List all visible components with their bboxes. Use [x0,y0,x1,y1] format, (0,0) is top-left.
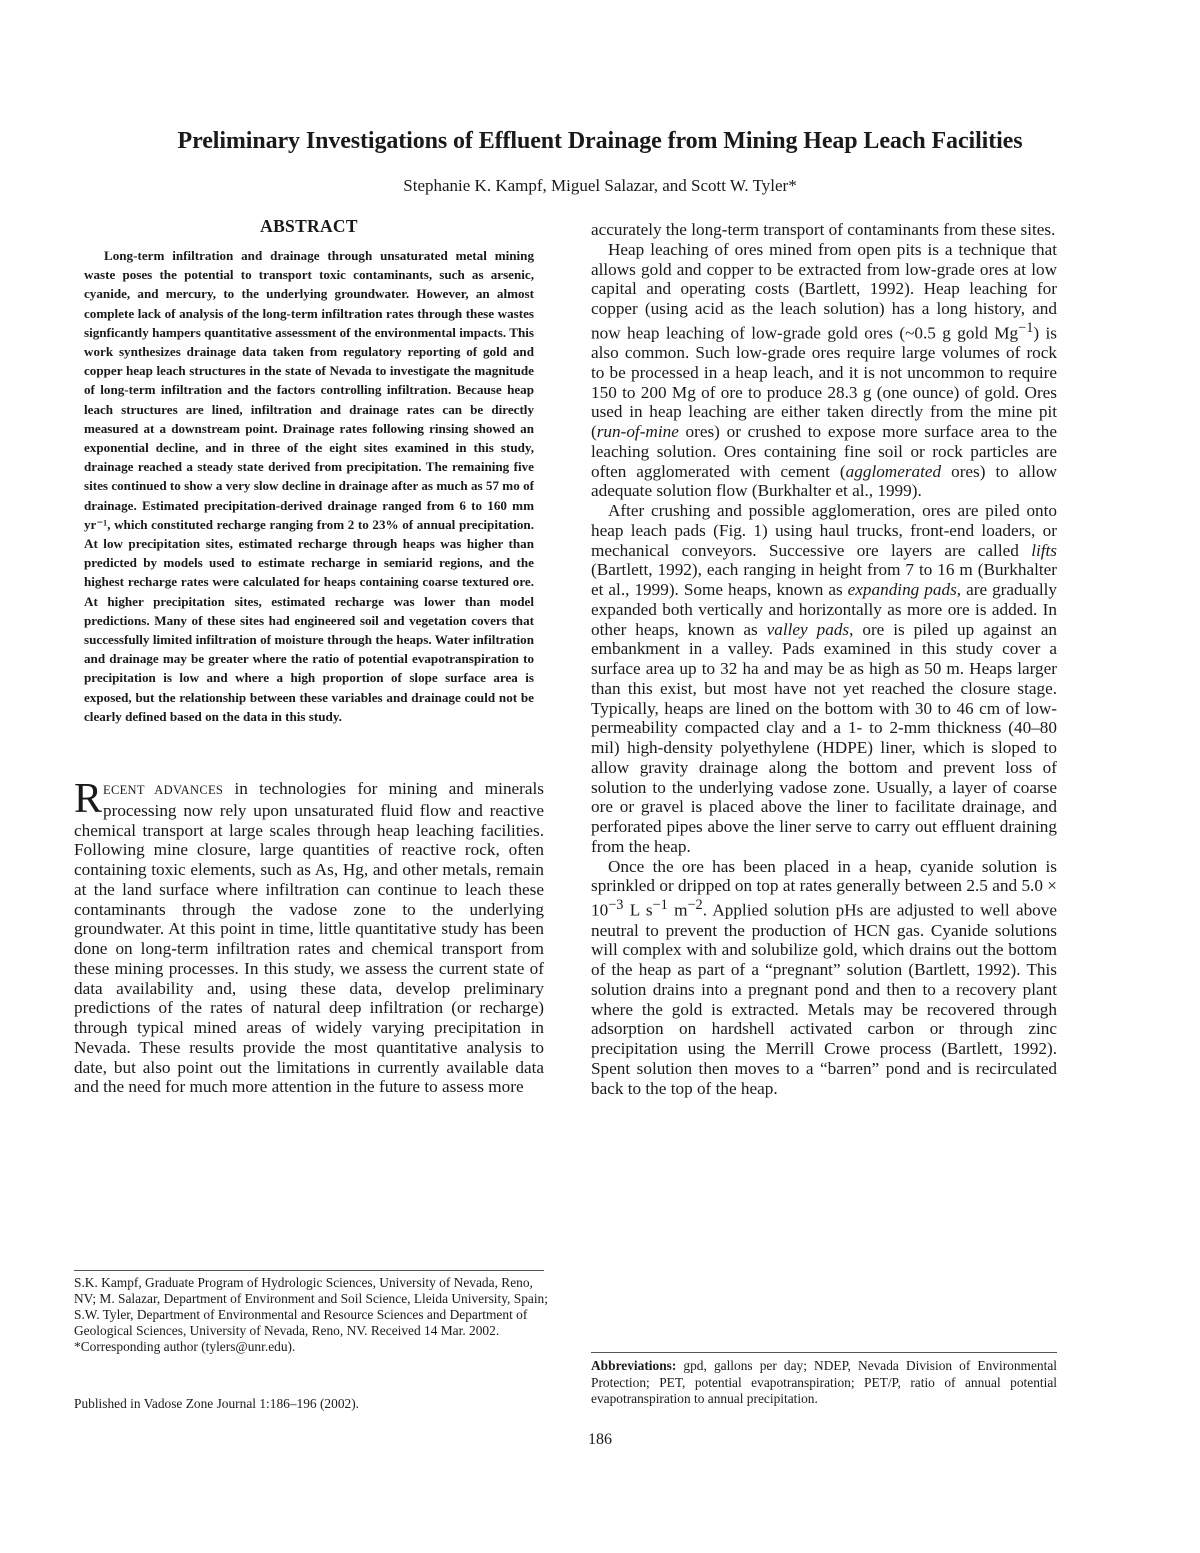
text-run: , ore is piled up against an embankment in a valley. Pads examined in this study cover a surface area up to 32 ha and may be as high as 50 m. Heaps larger than this exist, but most have not yet reached the closure stage. Typically, heaps are lined on the bottom with 30 to 46 cm of low-permeability compacted clay and a 1- to 2-mm thickness (40–80 mil) high-density polyethylene (HDPE) liner, which is sloped to allow gravity drainage along the bottom and prevent loss of solution to the underlying vadose zone. Usually, a layer of coarse ore or gravel is placed above the liner to facilitate drainage, and perforated pipes above the liner serve to carry out effluent draining from the heap. [591,619,1057,856]
text-run: ores) to allow adequate solution flow (Burkhalter et al., 1999). [591,461,1057,501]
superscript: −2 [687,897,703,914]
italic-term: expanding pads [847,580,957,600]
superscript: −3 [608,897,624,914]
abbreviations-footnote [591,1358,1057,1408]
introduction-paragraph [74,776,544,1097]
left-column [74,216,544,1097]
paragraph-continuation: accurately the long-term transport of contaminants from these sites. [591,220,1056,239]
right-column [591,220,1057,1098]
abbreviations-label: Abbreviations: [591,1358,677,1373]
text-run: , are gradually expanded both vertically and horizontally as more ore is added. In other heaps, known as [591,580,1057,639]
text-run: m [667,900,688,920]
author-list: Stephanie K. Kampf, Miguel Salazar, and Scott W. Tyler* [403,176,797,195]
superscript: −1 [652,897,668,914]
abstract-text: Long-term infiltration and drainage through unsaturated metal mining waste poses the potential to transport toxic contaminants, such as arsenic, cyanide, and mercury, to the underlying groundwater. However, an almost complete lack of analysis of the long-term infiltration rates through these wastes signficantly hampers quantitative assessment of the environmental impacts. This work synthesizes drainage data taken from regulatory reporting of gold and copper heap leach structures in the state of Nevada to investigate the magnitude of long-term infiltration and the factors controlling infiltration. Because heap leach structures are lined, infiltration and drainage rates can be directly measured at a downstream point. Drainage rates following rinsing showed an exponential decline, and in three of the eight sites examined in this study, drainage reached a steady state derived from precipitation. The remaining five sites continued to show a very slow decline in drainage after as much as 57 mo of drainage. Estimated precipitation-derived drainage ranged from 6 to 160 mm yr⁻¹, which constituted recharge ranging from 2 to 23% of annual precipitation. At low precipitation sites, estimated recharge through heaps was higher than predicted by models used to estimate recharge in semiarid regions, and the highest recharge rates were calculated for heaps containing coarse textured ore. At higher precipitation sites, estimated recharge was lower than model predictions. Many of these sites had engineered soil and vegetation covers that successfully limited infiltration of moisture through the heaps. Water infiltration and drainage may be greater where the ratio of potential evapotranspiration to precipitation is low and where a high proportion of slope surface area is exposed, but the relationship between these variables and drainage could not be clearly defined based on the data in this study. [84,248,534,724]
text-run: Heap leaching of ores mined from open pits is a technique that allows gold and copper to be extracted from low-grade ores at low capital and operating costs (Bartlett, 1992). Heap leaching for copper (using acid as the leach solution) has a long history, and now heap leaching of low-grade gold ores (~0.5 g gold Mg [591,239,1057,343]
author-affiliations [74,1275,554,1355]
publication-info: Published in Vadose Zone Journal 1:186–196 (2002). [74,1396,360,1411]
paragraph-cyanide [591,857,1057,1099]
text-run: ) is also common. Such low-grade ores require large volumes of rock to be processed in a heap leach, and it is not uncommon to require 150 to 200 Mg of ore to produce 28.3 g (one ounce) of gold. Ores used in heap leaching are either taken directly from the mine pit ( [591,323,1057,442]
text-run: (Bartlett, 1992), each ranging in height from 7 to 16 m (Burkhalter et al., 1999). Some heaps, known as [591,560,1057,600]
italic-term: valley pads [766,619,850,639]
italic-term: lifts [1031,540,1057,560]
affiliation-text: S.K. Kampf, Graduate Program of Hydrologic Sciences, University of Nevada, Reno, NV; M. Salazar, Department of Environment and Soil Science, Lleida University, Spain; S.W. Tyler, Department of Environmental and Resource Sciences and Department of Geological Sciences, University of Nevada, Reno, NV. Received 14 Mar. 2002. [74,1275,548,1338]
text-run: Once the ore has been placed in a heap, cyanide solution is sprinkled or dripped on top at rates generally between 2.5 and 5.0 × 10 [591,856,1057,920]
abbreviations-text: gpd, gallons per day; NDEP, Nevada Division of Environmental Protection; PET, potential evapotranspiration; PET/P, ratio of annual potential evapotranspiration to annual precipitation. [591,1358,1057,1406]
paragraph-agglomeration [591,501,1057,857]
italic-term: run-of-mine [596,422,679,442]
abstract-heading: ABSTRACT [260,216,358,236]
italic-term: agglomerated [845,461,942,481]
paper-title: Preliminary Investigations of Effluent Drainage from Mining Heap Leach Facilities [177,128,1023,154]
text-run: . Applied solution pHs are adjusted to well above neutral to prevent the production of HCN gas. Cyanide solutions will complex with and solubilize gold, which drains out the bottom of the heap as part of a “pregnant” solution (Bartlett, 1992). This solution drains into a pregnant pond and then to a recovery plant where the gold is extracted. Metals may be recovered through adsorption on hardshell activated carbon or through zinc precipitation using the Merrill Crowe process (Bartlett, 1992). Spent solution then moves to a “barren” pond and is recirculated back to the top of the heap. [591,900,1057,1098]
paragraph-heap-leaching [591,240,1057,501]
abbreviations-rule [591,1352,1057,1353]
superscript: −1 [1018,319,1034,336]
footnote-rule [74,1270,544,1271]
intro-text: in technologies for mining and minerals processing now rely upon unsaturated fluid flow and reactive chemical transport at large scales through heap leaching facilities. Following mine closure, large quantities of reactive rock, often containing toxic elements, such as As, Hg, and other metals, remain at the land surface where infiltration can continue to leach these contaminants through the vadose zone to the underlying groundwater. At this point in time, little quantitative study has been done on long-term infiltration rates and chemical transport from these mining processes. In this study, we assess the current state of data availability and, using these data, develop preliminary predictions of the rates of natural deep infiltration (or recharge) through typical mined areas of widely varying precipitation in Nevada. These results provide the most quantitative analysis to date, but also point out the limitations in currently available data and the need for much more attention in the future to assess more [74,779,544,1097]
text-run: ores) or crushed to expose more surface area to the leaching solution. Ores containing fine soil or rock particles are often agglomerated with cement ( [591,422,1057,481]
text-run: L s [623,900,653,920]
intro-smallcaps: ECENT ADVANCES [103,783,224,798]
corresponding-author: *Corresponding author (tylers@unr.edu). [74,1339,296,1354]
drop-cap: R [74,776,103,823]
text-run: After crushing and possible agglomeration, ores are piled onto heap leach pads (Fig. 1) using haul trucks, front-end loaders, or mechanical conveyors. Successive ore layers are called [591,501,1057,560]
page-number: 186 [588,1431,612,1448]
